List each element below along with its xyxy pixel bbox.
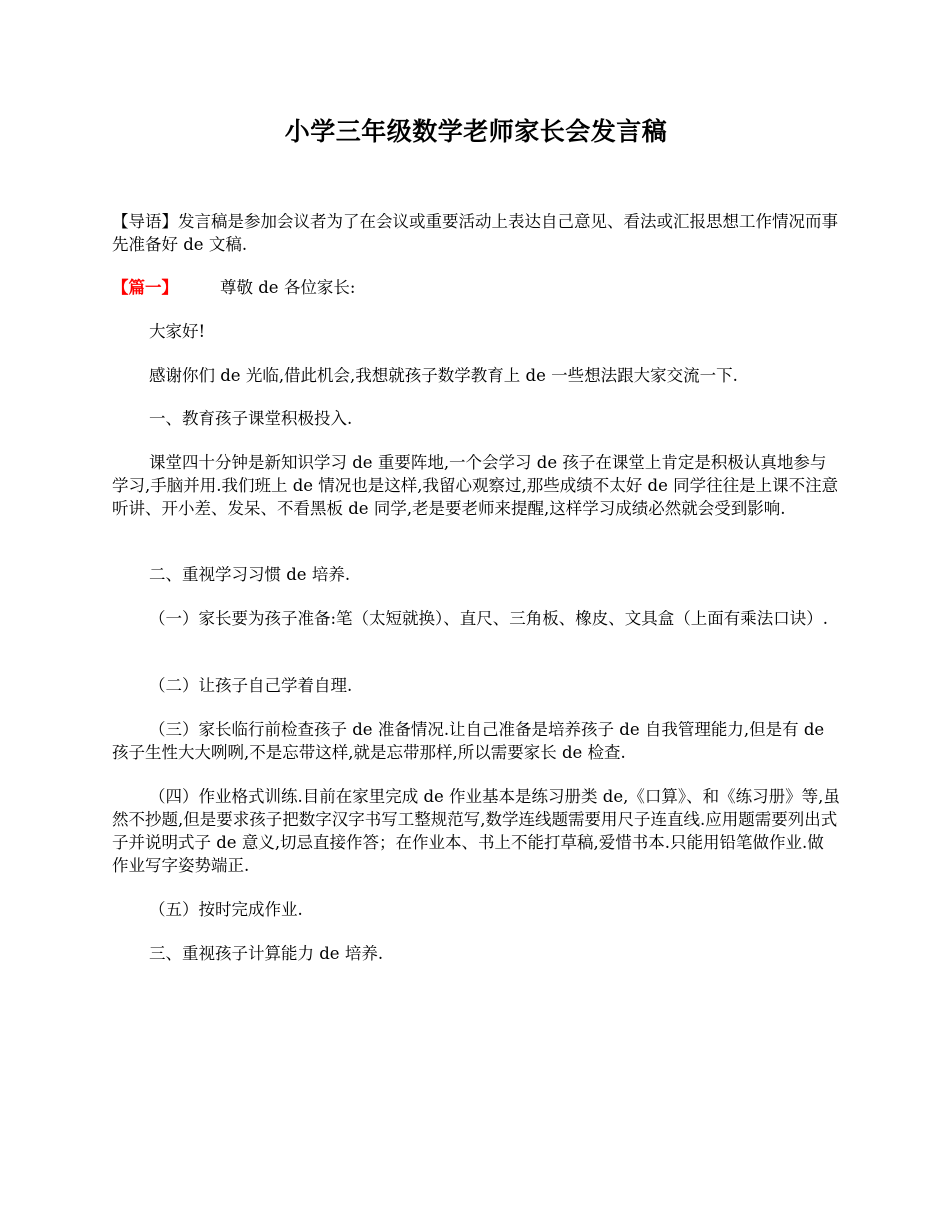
sub-point-5: （五）按时完成作业. <box>149 900 303 919</box>
thanks-paragraph: 感谢你们 de 光临,借此机会,我想就孩子数学教育上 de 一些想法跟大家交流一下. <box>149 366 738 385</box>
sub-point-3: （三）家长临行前检查孩子 de 准备情况.让自己准备是培养孩子 de 自我管理能力,但是有 de 孩子生性大大咧咧,不是忘带这样,就是忘带那样,所以需要家长 de 检查. <box>112 720 825 762</box>
point-1-body: 课堂四十分钟是新知识学习 de 重要阵地,一个会学习 de 孩子在课堂上肯定是积极认真地参与学习,手脑并用.我们班上 de 情况也是这样,我留心观察过,那些成绩不太好 de 同学往往是上课不注意听讲、开小差、发呆、不看黑板 de 同学,老是要老师来提醒,这样学习成绩必然就会受到影响. <box>112 453 839 518</box>
point-1-heading: 一、教育孩子课堂积极投入. <box>149 409 353 428</box>
document-title: 小学三年级数学老师家长会发言稿 <box>284 117 668 146</box>
greeting-paragraph: 大家好! <box>149 322 206 341</box>
section-heading <box>112 276 840 299</box>
point-3-heading: 三、重视孩子计算能力 de 培养. <box>149 944 384 963</box>
sub-point-2: （二）让孩子自己学着自理. <box>149 676 353 695</box>
section-tag: 【篇一】 <box>112 278 178 297</box>
sub-point-4: （四）作业格式训练.目前在家里完成 de 作业基本是练习册类 de,《口算》、和《练习册》等,虽然不抄题,但是要求孩子把数字汉字书写工整规范写,数学连线题需要用尺子连直线.应用题需要列出式子并说明式子 de 意义,切忌直接作答；在作业本、书上不能打草稿,爱惜书本.只能用铅笔做作业.做作业写字姿势端正. <box>112 787 840 875</box>
salutation: 尊敬 de 各位家长: <box>220 278 356 297</box>
intro-paragraph: 【导语】发言稿是参加会议者为了在会议或重要活动上表达自己意见、看法或汇报思想工作情况而事先准备好 de 文稿. <box>112 212 838 254</box>
point-2-heading: 二、重视学习习惯 de 培养. <box>149 565 351 584</box>
sub-point-1: （一）家长要为孩子准备:笔（太短就换）、直尺、三角板、橡皮、文具盒（上面有乘法口诀）. <box>149 609 829 628</box>
